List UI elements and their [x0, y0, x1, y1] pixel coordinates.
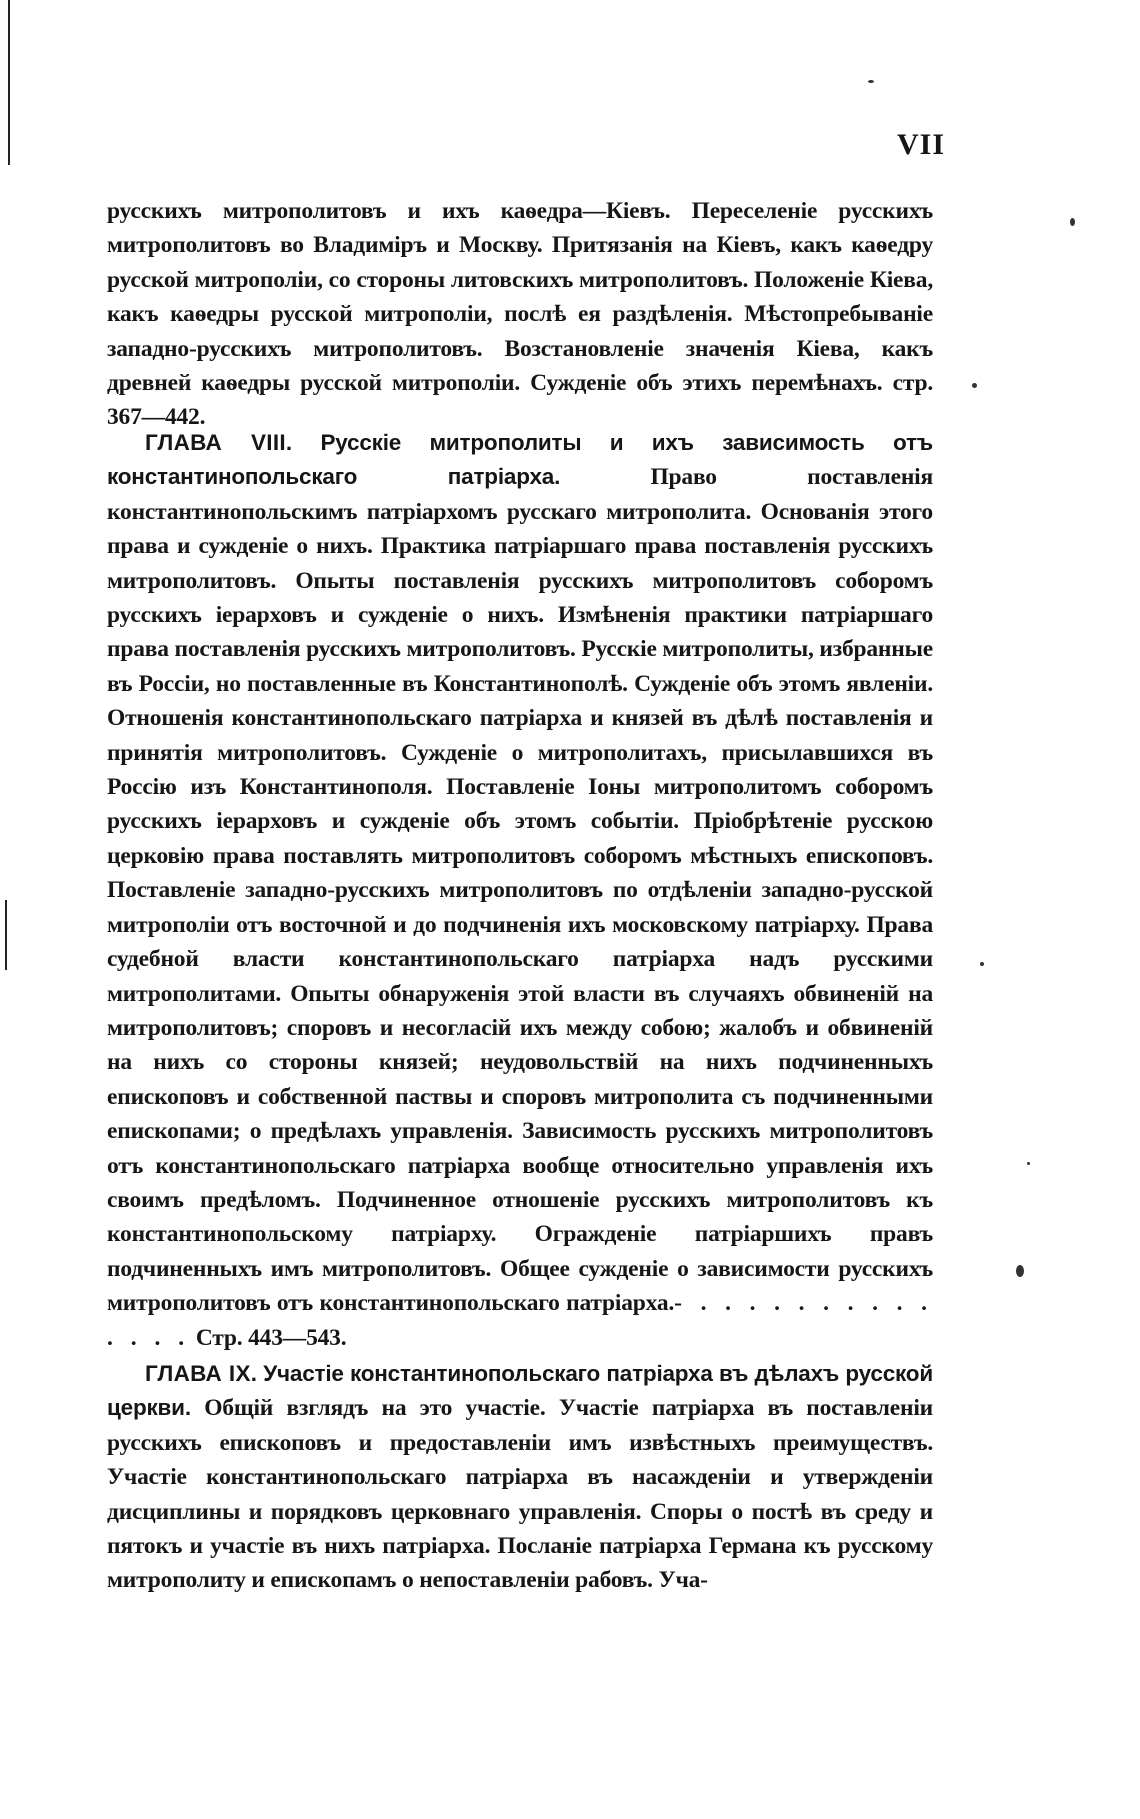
- chapter-label: ГЛАВА VIII.: [145, 430, 293, 455]
- paragraph-chapter9: [107, 1357, 933, 1598]
- page-number: VII: [896, 128, 945, 161]
- paragraph-chapter7-continuation: [107, 194, 933, 435]
- scan-speck: [972, 383, 977, 388]
- scan-edge-line: [5, 900, 7, 970]
- chapter-title: Участіе константинопольскаго патріарха въ дѣлахъ русской церкви.: [107, 1361, 933, 1421]
- scan-speck: [1027, 1162, 1030, 1165]
- page-reference: Стр. 443—543.: [195, 1324, 347, 1351]
- paragraph-chapter8: [107, 426, 933, 1355]
- chapter-title: Русскіе митрополиты и ихъ зависимость отъ константинопольскаго патріарха.: [107, 430, 933, 490]
- scan-speck: [1016, 1265, 1024, 1277]
- scan-edge-line: [8, 0, 10, 165]
- scan-speck: [868, 80, 874, 83]
- chapter-label: ГЛАВА IX.: [145, 1361, 258, 1386]
- paragraph-text: Общій взглядъ на это участіе. Участіе патріарха въ поставленіи русскихъ епископовъ и предоставленіи имъ извѣстныхъ преимуществъ. Участіе константинопольскаго патріарха въ насажденіи и утвержденіи дисциплины и порядковъ церковнаго управленія. Споры о постѣ въ среду и пятокъ и участіе въ нихъ патріарха. Посланіе патріарха Германа къ русскому митрополиту и епископамъ о непоставленіи рабовъ. Уча-: [107, 1395, 933, 1594]
- page-reference: стр. 367—442.: [107, 370, 933, 431]
- scan-speck: [1070, 218, 1075, 226]
- paragraph-text: русскихъ митрополитовъ и ихъ каѳедра—Кіевъ. Переселеніе русскихъ митрополитовъ во Владиміръ и Москву. Притязанія на Кіевъ, какъ каѳедру русской митрополіи, со стороны литовскихъ митрополитовъ. Положеніе Кіева, какъ каѳедры русской митрополіи, послѣ ея раздѣленія. Мѣстопребываніе западно-русскихъ митрополитовъ. Возстановленіе значенія Кіева, какъ древней каѳедры русской митрополіи. Сужденіе объ этихъ перемѣнахъ.: [107, 198, 933, 397]
- scan-speck: [980, 962, 984, 966]
- dot-leader: - . . . . . . . . . . . . . .: [107, 1290, 933, 1351]
- paragraph-text: Право поставленія константинопольскимъ патріархомъ русскаго митрополита. Основанія этого права и сужденіе о нихъ. Практика патріаршаго права поставленія русскихъ митрополитовъ. Опыты поставленія русскихъ митрополитовъ соборомъ русскихъ іерарховъ и сужденіе о нихъ. Измѣненія практики патріаршаго права поставленія русскихъ митрополитовъ. Русскіе митрополиты, избранные въ Россіи, но поставленные въ Константинополѣ. Сужденіе объ этомъ явленіи. Отношенія константинопольскаго патріарха и князей въ дѣлѣ поставленія и принятія митрополитовъ. Сужденіе о митрополитахъ, присылавшихся въ Россію изъ Константинополя. Поставленіе Іоны митрополитомъ соборомъ русскихъ іерарховъ и сужденіе объ этомъ событіи. Пріобрѣтеніе русскою церковію права поставлять митрополитовъ соборомъ мѣстныхъ епископовъ. Поставленіе западно-русскихъ митрополитовъ по отдѣленіи западно-русской митрополіи отъ восточной и до подчиненія ихъ московскому патріарху. Права судебной власти константинопольскаго патріарха надъ русскими митрополитами. Опыты обнаруженія этой власти въ случаяхъ обвиненій на митрополитовъ; споровъ и несогласій ихъ между собою; жалобъ и обвиненій на нихъ со стороны князей; неудовольствій на нихъ подчиненныхъ епископовъ и собственной паствы и споровъ митрополита съ подчиненными епископами; о предѣлахъ управленія. Зависимость русскихъ митрополитовъ отъ константинопольскаго патріарха вообще относительно управленія ихъ своимъ предѣломъ. Подчиненное отношеніе русскихъ митрополитовъ къ константинопольскому патріарху. Огражденіе патріаршихъ правъ подчиненныхъ имъ митрополитовъ. Общее сужденіе о зависимости русскихъ митрополитовъ отъ константинопольскаго патріарха.: [107, 464, 933, 1317]
